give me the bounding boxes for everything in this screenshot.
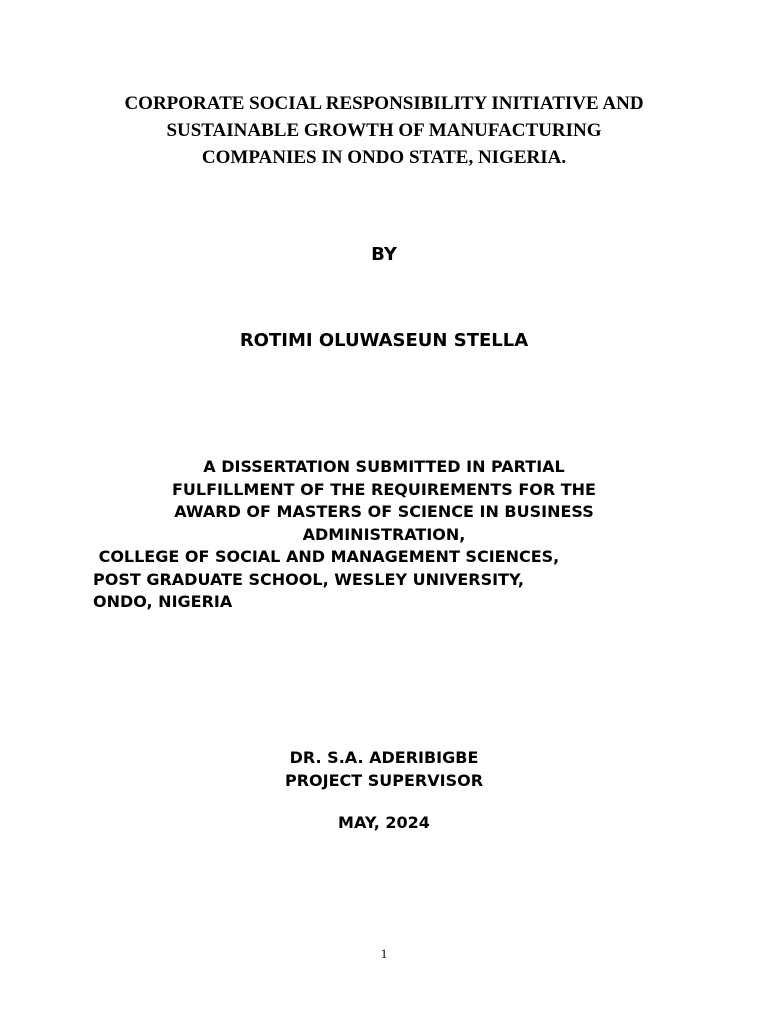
submission-date: MAY, 2024 [338,813,430,832]
submission-line: ONDO, NIGERIA [93,592,233,611]
submission-line: ADMINISTRATION, [302,524,466,544]
submission-line: COLLEGE OF SOCIAL AND MANAGEMENT SCIENCES, [93,547,560,566]
title-line: COMPANIES IN ONDO STATE, NIGERIA. [201,147,567,168]
supervisor-role: PROJECT SUPERVISOR [284,771,484,790]
submission-line: A DISSERTATION SUBMITTED IN PARTIAL [203,457,565,476]
title-line: SUSTAINABLE GROWTH OF MANUFACTURING [166,120,602,141]
submission-statement [93,456,675,614]
supervisor-name: DR. S.A. ADERIBIGBE [289,748,479,767]
author-name: ROTIMI OLUWASEUN STELLA [239,330,529,351]
title-line: CORPORATE SOCIAL RESPONSIBILITY INITIATIVE AND [124,93,644,114]
submission-line: AWARD OF MASTERS OF SCIENCE IN BUSINESS [174,502,594,521]
by-label: BY [371,244,397,265]
submission-line: FULFILLMENT OF THE REQUIREMENTS FOR THE [172,479,596,499]
supervisor-block [0,746,768,792]
submission-line: POST GRADUATE SCHOOL, WESLEY UNIVERSITY, [93,569,524,589]
page-number: 1 [380,946,388,961]
dissertation-title [60,90,708,171]
